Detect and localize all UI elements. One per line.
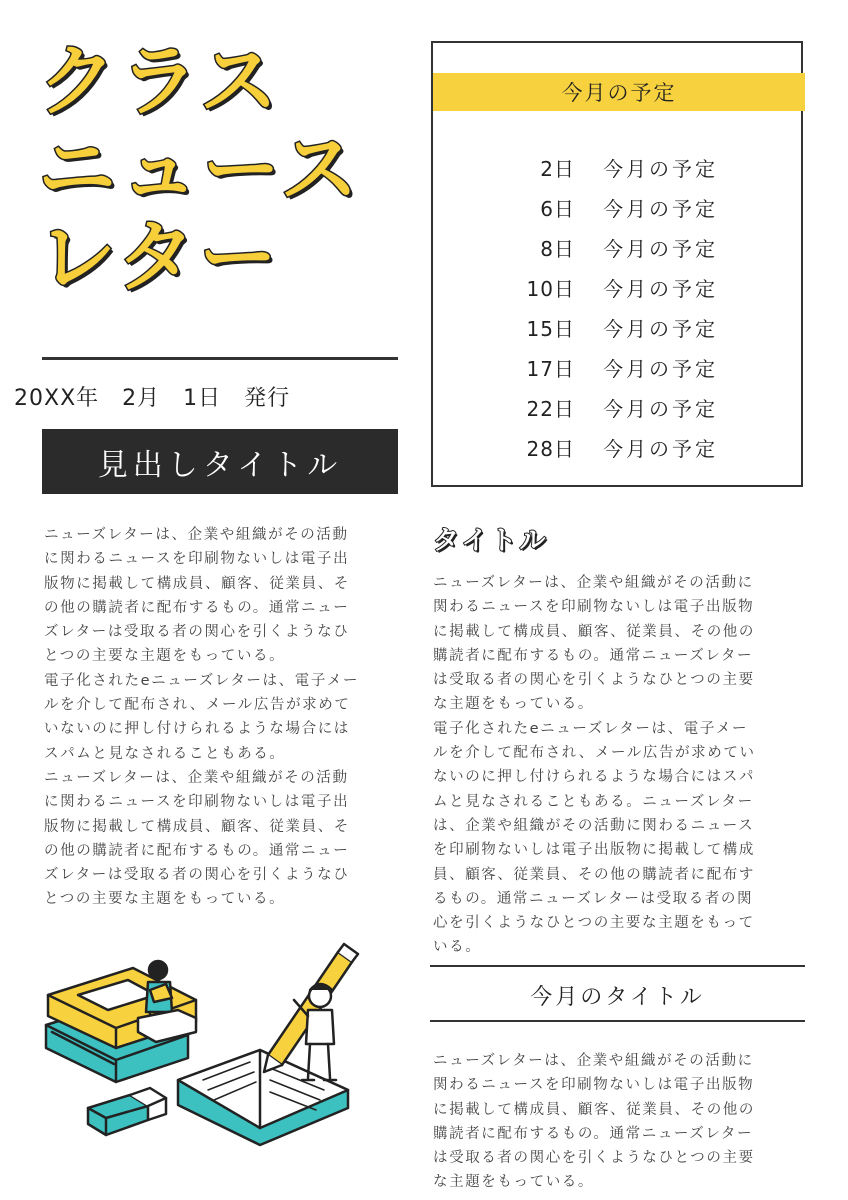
schedule-event: 今月の予定 xyxy=(603,356,718,381)
schedule-event: 今月の予定 xyxy=(603,156,718,181)
right-article xyxy=(433,571,763,960)
left-paragraph-2: 電子化されたeニューズレターは、電子メールを介して配布され、メール広告が求めていないのに押し付けられるような場合にはスパムと見なされることもある。 xyxy=(44,672,360,762)
headline-banner xyxy=(42,429,398,494)
schedule-item xyxy=(433,387,805,427)
schedule-box xyxy=(431,41,803,487)
title-divider xyxy=(42,357,398,360)
schedule-day: 22日 xyxy=(526,396,575,421)
schedule-event: 今月の予定 xyxy=(603,236,718,261)
schedule-event: 今月の予定 xyxy=(603,396,718,421)
title-line-1: クラス xyxy=(38,37,282,127)
headline-title: 見出しタイトル xyxy=(97,447,343,483)
schedule-header: 今月の予定 xyxy=(433,73,805,111)
schedule-item xyxy=(433,307,805,347)
left-paragraph-3: ニューズレターは、企業や組織がその活動に関わるニュースを印刷物ないしは電子出版物に掲載して構成員、顧客、従業員、その他の購読者に配布するもの。通常ニューズレターは受取る者の関心を引くようなひとつの主要な主題をもっている。 xyxy=(44,769,350,908)
monthly-top-divider xyxy=(430,965,805,967)
right-paragraph-2: 電子化されたeニューズレターは、電子メールを介して配布され、メール広告が求めていないのに押し付けられるような場合にはスパムと見なされることもある。ニューズレターは、企業や組織がその活動に関わるニュースを印刷物ないしは電子出版物に掲載して構成員、顧客、従業員、その他の購読者に配布するもの。通常ニューズレターは受取る者の関心を引くようなひとつの主要な主題をもっている。 xyxy=(433,720,756,956)
title-line-2: ニュース xyxy=(38,125,363,215)
left-article xyxy=(44,523,362,912)
study-books-illustration-icon xyxy=(38,940,368,1190)
schedule-event: 今月の予定 xyxy=(603,196,718,221)
monthly-paragraph: ニューズレターは、企業や組織がその活動に関わるニュースを印刷物ないしは電子出版物に掲載して構成員、顧客、従業員、その他の購読者に配布するもの。通常ニューズレターは受取る者の関心を引くようなひとつの主要な主題をもっている。 xyxy=(433,1053,755,1191)
schedule-day: 10日 xyxy=(526,276,575,301)
schedule-day: 6日 xyxy=(540,196,575,221)
schedule-event: 今月の予定 xyxy=(603,436,718,461)
monthly-article xyxy=(433,1049,768,1195)
schedule-item xyxy=(433,147,805,187)
schedule-day: 28日 xyxy=(526,436,575,461)
schedule-item xyxy=(433,427,805,467)
schedule-item xyxy=(433,187,805,227)
schedule-day: 17日 xyxy=(526,356,575,381)
monthly-bottom-divider xyxy=(430,1020,805,1022)
left-paragraph-1: ニューズレターは、企業や組織がその活動に関わるニュースを印刷物ないしは電子出版物に掲載して構成員、顧客、従業員、その他の購読者に配布するもの。通常ニューズレターは受取る者の関心を引くようなひとつの主要な主題をもっている。 xyxy=(44,527,350,665)
schedule-item xyxy=(433,227,805,267)
monthly-title: 今月のタイトル xyxy=(530,985,705,1010)
schedule-event: 今月の予定 xyxy=(603,316,718,341)
schedule-list xyxy=(433,147,805,467)
schedule-day: 2日 xyxy=(540,156,575,181)
schedule-event: 今月の予定 xyxy=(603,276,718,301)
schedule-item xyxy=(433,267,805,307)
newsletter-title xyxy=(38,38,418,302)
schedule-item xyxy=(433,347,805,387)
section-title: タイトル xyxy=(433,526,549,556)
title-line-3: レター xyxy=(38,213,281,303)
issue-date: 20XX年 2月 1日 発行 xyxy=(14,386,291,411)
schedule-day: 15日 xyxy=(526,316,575,341)
schedule-day: 8日 xyxy=(540,236,575,261)
right-paragraph-1: ニューズレターは、企業や組織がその活動に関わるニュースを印刷物ないしは電子出版物に掲載して構成員、顧客、従業員、その他の購読者に配布するもの。通常ニューズレターは受取る者の関心を引くようなひとつの主要な主題をもっている。 xyxy=(433,575,755,713)
